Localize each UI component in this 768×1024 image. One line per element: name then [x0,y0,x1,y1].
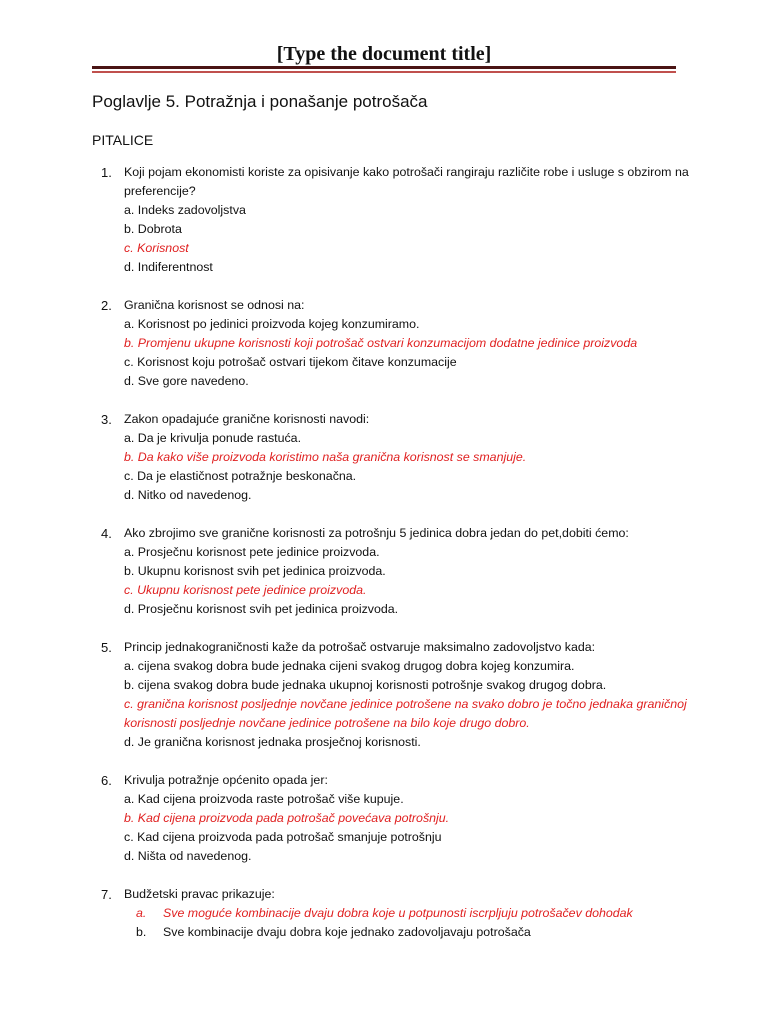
answer-option: c. Kad cijena proizvoda pada potrošač smanjuje potrošnju [124,830,442,844]
answer-option: a. Kad cijena proizvoda raste potrošač više kupuje. [124,792,404,806]
answer-option: b. Dobrota [124,222,182,236]
question-text: Koji pojam ekonomisti koriste za opisivanje kako potrošači rangiraju različite robe i usluge s obzirom na preferencije? [124,165,689,198]
correct-answer-option: b. Promjenu ukupne korisnosti koji potrošač ostvari konzumacijom dodatne jedinice proizvoda [124,336,638,350]
answer-option: a. Prosječnu korisnost pete jedinice proizvoda. [124,545,380,559]
answer-option: d. Indiferentnost [124,260,213,274]
answer-option: a. Da je krivulja ponude rastuća. [124,431,302,445]
answer-options [124,904,692,942]
chapter-heading: Poglavlje 5. Potražnja i ponašanje potrošača [92,92,428,111]
title-rule-dark [92,66,676,69]
question-text: Krivulja potražnje općenito opada jer: [124,773,328,787]
option-letter: b. [136,925,147,939]
correct-answer-option: b. Da kako više proizvoda koristimo naša granična korisnost se smanjuje. [124,450,527,464]
answer-option: a. cijena svakog dobra bude jednaka cijeni svakog drugog dobra kojeg konzumira. [124,659,575,673]
correct-answer-option: b. Kad cijena proizvoda pada potrošač povećava potrošnju. [124,811,450,825]
title-rule-red [92,71,676,73]
answer-options [124,201,692,277]
answer-option: d. Je granična korisnost jednaka prosječnoj korisnosti. [124,735,421,749]
option-text: Sve kombinacije dvaju dobra koje jednako zadovoljavaju potrošača [163,925,531,939]
question-number: 5. [101,640,112,655]
answer-option: a. Korisnost po jedinici proizvoda kojeg konzumiramo. [124,317,420,331]
answer-option: d. Prosječnu korisnost svih pet jedinica proizvoda. [124,602,399,616]
answer-option: c. Da je elastičnost potražnje beskonačna. [124,469,357,483]
answer-option: c. Korisnost koju potrošač ostvari tijekom čitave konzumacije [124,355,457,369]
answer-options [124,790,692,866]
correct-answer-option [124,904,692,923]
answer-option: d. Nitko od navedenog. [124,488,252,502]
question-number: 3. [101,412,112,427]
question-6 [92,771,692,866]
question-1 [92,163,692,277]
option-letter: a. [136,906,147,920]
answer-option: b. cijena svakog dobra bude jednaka ukupnoj korisnosti potrošnje svakog drugog dobra. [124,678,607,692]
question-number: 2. [101,298,112,313]
answer-option: d. Ništa od navedenog. [124,849,252,863]
answer-options [124,429,692,505]
question-text: Budžetski pravac prikazuje: [124,887,275,901]
question-2 [92,296,692,391]
question-5 [92,638,692,752]
question-list [92,163,692,942]
document-title: [Type the document title] [276,43,492,65]
answer-option: b. Ukupnu korisnost svih pet jedinica proizvoda. [124,564,386,578]
question-text: Princip jednakograničnosti kaže da potrošač ostvaruje maksimalno zadovoljstvo kada: [124,640,596,654]
question-text: Zakon opadajuće granične korisnosti navodi: [124,412,370,426]
answer-option: d. Sve gore navedeno. [124,374,249,388]
answer-option: a. Indeks zadovoljstva [124,203,246,217]
question-number: 4. [101,526,112,541]
question-3 [92,410,692,505]
correct-answer-option: c. Korisnost [124,241,189,255]
correct-answer-option: c. granična korisnost posljednje novčane jedinice potrošene na svako dobro je točno jednaka graničnoj korisnosti posljednje novčane jedinice potrošene na bilo koje drugo dobro. [124,697,687,730]
question-number: 6. [101,773,112,788]
question-7 [92,885,692,942]
answer-options [124,315,692,391]
answer-option [124,923,692,942]
question-number: 1. [101,165,112,180]
answer-options [124,543,692,619]
section-heading: PITALICE [92,132,154,148]
question-number: 7. [101,887,112,902]
question-text: Ako zbrojimo sve granične korisnosti za potrošnju 5 jedinica dobra jedan do pet,dobiti ćemo: [124,526,629,540]
question-text: Granična korisnost se odnosi na: [124,298,305,312]
option-text: Sve moguće kombinacije dvaju dobra koje u potpunosti iscrpljuju potrošačev dohodak [163,906,633,920]
question-4 [92,524,692,619]
answer-options [124,657,692,752]
correct-answer-option: c. Ukupnu korisnost pete jedinice proizvoda. [124,583,367,597]
